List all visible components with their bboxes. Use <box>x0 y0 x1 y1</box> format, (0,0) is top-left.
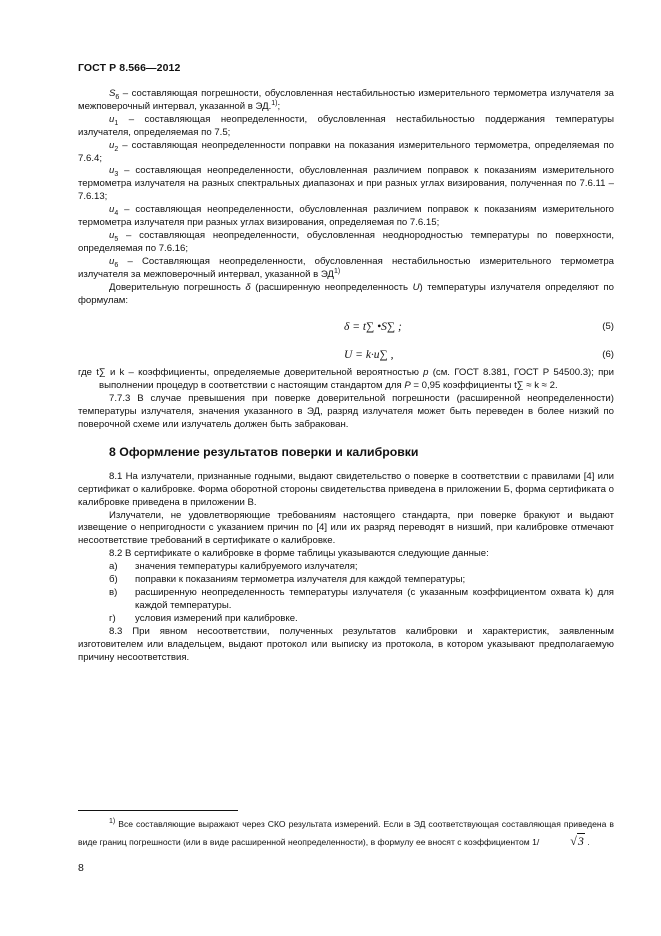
footnote-rule <box>78 810 238 811</box>
paragraph-8-1-rejects: Излучатели, не удовлетворяющие требованиям настоящего стандарта, при поверке бракуют и выдают извещение о непригодности с указанием причин по [4] или их разряд переводят в низший, при калибровке отмечают несоответствие требований в сертификате о калибровке. <box>78 509 614 547</box>
formula-5 <box>78 317 614 339</box>
definition-text: – Составляющая неопределенности, обусловленная нестабильностью измерительного термометра излучателя за межповерочный интервал, указанной в ЭД <box>78 255 614 280</box>
footnote-end: . <box>584 837 590 847</box>
definition-u1 <box>78 114 614 140</box>
list-text: расширенную неопределенность температуры излучателя (с указанным коэффициентом охвата k) для каждой температуры. <box>135 587 614 611</box>
sqrt-symbol: √3 <box>570 834 584 848</box>
paragraph-7-7-3: 7.7.3 В случае превышения при поверке доверительной погрешности (расширенной неопределенности) температуры излучателя, значения указанного в ЭД, разряд излучателя может быть переведен в более низкий по поверочной схеме или излучатель должен быть забракован. <box>78 393 614 431</box>
footnote-text: Все составляющие выражают через СКО результата измерений. Если в ЭД соответствующая составляющая приведена в виде границ погрешности (или в виде расширенной неопределенности), в формулу ее вносят с коэффициентом 1/ <box>78 819 614 847</box>
definition-u3 <box>78 165 614 204</box>
document-header: ГОСТ Р 8.566—2012 <box>78 62 181 74</box>
symbol: U <box>412 281 420 293</box>
subscript: 6 <box>115 93 120 101</box>
symbol: S <box>109 88 116 99</box>
formula-number: (5) <box>602 321 614 333</box>
symbol: p <box>423 367 429 379</box>
definition-text: – составляющая неопределенности, обусловленная неоднородностью температуры по поверхности, определяемая по 7.6.16; <box>78 229 614 254</box>
list-label: а) <box>109 561 118 573</box>
symbol: u <box>109 204 115 216</box>
subscript: 3 <box>114 171 119 179</box>
text: (расширенную неопределенность <box>250 281 413 293</box>
definition-u2 <box>78 140 614 166</box>
where-paragraph <box>78 367 614 393</box>
subscript: 5 <box>114 235 119 243</box>
confidence-paragraph <box>78 282 614 308</box>
definition-u5 <box>78 230 614 256</box>
footnote-ref: 1) <box>333 267 341 275</box>
list-item <box>78 574 614 587</box>
definition-text: – составляющая неопределенности, обусловленная различием поправок к показаниям измерительного термометра излучателя на разных спектральных диапазонах и при разных углах визирования, полученная по 7.6.11 – 7.6.13; <box>78 165 614 203</box>
subscript: 2 <box>114 145 119 153</box>
page-number: 8 <box>78 862 84 874</box>
list-label: г) <box>109 612 116 624</box>
list-item <box>78 587 614 613</box>
formula-6 <box>78 345 614 367</box>
definition-text: – составляющая неопределенности, обусловленная различием поправок к показаниям измерительного термометра излучателя при разных углах визирования, определяемая по 7.6.15; <box>78 204 614 229</box>
definition-text: – составляющая неопределенности, обусловленная нестабильностью поддержания температуры излучателя, определяемая по 7.5; <box>78 113 614 138</box>
definition-u4 <box>78 204 614 230</box>
footnote-ref: 1) <box>271 99 278 107</box>
list-text: поправки к показаниям термометра излучателя для каждой температуры; <box>135 574 466 586</box>
formula-expression: U = k·u∑ , <box>344 349 394 362</box>
text: ) температуры излучателя определяют по формулам: <box>78 281 614 306</box>
formula-number: (6) <box>602 349 614 361</box>
definition-end: ; <box>277 100 281 112</box>
list-label: в) <box>109 587 118 598</box>
formula-expression: δ = t∑ •S∑ ; <box>344 321 402 334</box>
subscript: 1 <box>114 119 119 127</box>
text: Доверительную погрешность <box>109 281 246 293</box>
symbol: u <box>109 255 115 267</box>
paragraph-8-3: 8.3 При явном несоответствии, полученных результатов калибровки и характеристик, заявленным изготовителем или владельцем, выдают протокол или выписку из протокола, в котором указывают предполагаемую причину несоответствия. <box>78 625 614 663</box>
paragraph-8-2: 8.2 В сертификате о калибровке в форме таблицы указываются следующие данные: <box>109 548 489 560</box>
list-text: значения температуры калибруемого излучателя; <box>135 561 358 573</box>
section-8-title: 8 Оформление результатов поверки и калибровки <box>109 444 419 459</box>
footnote-mark: 1) <box>109 818 116 826</box>
document-body <box>78 88 614 664</box>
symbol: u <box>109 113 115 125</box>
symbol: u <box>109 229 115 241</box>
symbol: u <box>109 165 115 177</box>
paragraph-8-1: 8.1 На излучатели, признанные годными, выдают свидетельство о поверке в соответствии с правилами [4] или сертификат о калибровке. Форма оборотной стороны свидетельства приведена в приложении Б, форма сертификата о калибровке приведена в приложении В. <box>78 470 614 508</box>
text: (см. ГОСТ 8.381, ГОСТ Р 54500.3); при выполнении процедур в соответствии с настоящим стандартом для <box>99 367 614 392</box>
definition-text: – составляющая погрешности, обусловленная нестабильностью измерительного термометра излучателя за межповерочный интервал, указанной в ЭД. <box>78 88 614 112</box>
subscript: 4 <box>114 210 119 218</box>
symbol: P <box>404 380 411 392</box>
definition-u6 <box>78 256 614 282</box>
list-item <box>78 561 614 574</box>
list-text: условия измерений при калибровке. <box>135 612 298 624</box>
sqrt-radicand: 3 <box>577 834 584 848</box>
definition-text: – составляющая неопределенности поправки на показания измерительного термометра, определяемая по 7.6.4; <box>78 139 614 164</box>
list-label: б) <box>109 574 118 586</box>
subscript: 6 <box>114 261 119 269</box>
text: = 0,95 коэффициенты t∑ ≈ k ≈ 2. <box>410 380 558 392</box>
symbol: u <box>109 139 115 151</box>
definition-s6 <box>78 88 614 114</box>
symbol: δ <box>245 281 251 293</box>
footnote <box>78 816 614 851</box>
list-item <box>78 613 614 626</box>
text: где t∑ и k – коэффициенты, определяемые доверительной вероятностью <box>78 367 424 379</box>
